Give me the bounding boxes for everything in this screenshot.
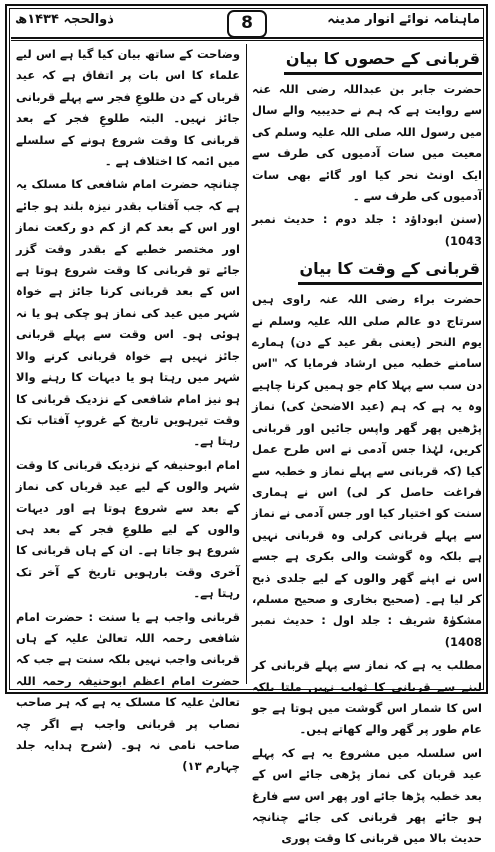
page-number: 8 — [227, 10, 267, 38]
section-heading-time: قربانی کے وقت کا بیان — [298, 256, 482, 285]
section-heading-shares: قربانی کے حصوں کا بیان — [284, 46, 482, 75]
issue-date: ذوالحجہ ۱۴۳۴ھ — [15, 12, 114, 27]
paragraph: قربانی واجب ہے یا سنت : حضرت امام شافعی رحمہ اللہ تعالیٰ علیہ کے ہاں قربانی واجب نہیں بلکہ سنت ہے جب کہ حضرت امام اعظم ابوحنیفہ رحمہ اللہ تعالیٰ علیہ کا مسلک یہ ہے کہ ہر صاحب نصاب پر قربانی واجب ہے اگر چہ صاحب نامی نہ ہو۔ (شرح ہدایہ جلد چہارم ۱۳) — [16, 609, 240, 774]
right-column — [252, 44, 482, 852]
paragraph: حضرت براء رضی اللہ عنہ راوی ہیں سرتاج دو عالم صلی اللہ علیہ وسلم نے یوم النحر (یعنی بقر عید کے دن) ہمارے سامنے خطبہ میں ارشاد فرمایا کہ "اس دن سب سے پہلا کام جو ہمیں کرنا چاہیے وہ یہ ہے کہ ہم (عید الاضحیٰ کی) نماز پڑھیں پھر گھر واپس جائیں اور قربانی کریں، لہٰذا جس آدمی نے اس طرح عمل کیا (کہ قربانی سے پہلے نماز و خطبہ سے فراغت حاصل کر لی) اس نے ہماری سنت کو اختیار کیا اور جس آدمی نے نماز سے پہلے قربانی کرلی وہ قربانی نہیں ہے بلکہ وہ گوشت والی بکری ہے جسے اس نے اپنے گھر والوں کے لیے جلدی ذبح کر لیا ہے۔ (صحیح بخاری و صحیح مسلم، مشکوٰۃ شریف : جلد اول : حدیث نمبر 1408) — [252, 292, 482, 649]
column-divider — [246, 44, 247, 684]
paragraph: مطلب یہ ہے کہ نماز سے پہلے قربانی کر لینے سے قربانی کا ثواب نہیں ملتا بلکہ اس کا شمار اس گوشت میں ہوتا ہے جو عام طور پر گھر والے کھاتے ہیں۔ — [252, 658, 482, 737]
left-column — [16, 44, 240, 780]
paragraph: امام ابوحنیفہ کے نزدیک قربانی کا وقت شہر والوں کے لیے عید قرباں کی نماز کے بعد سے شروع ہوتا ہے اور دیہات والوں کے لیے طلوعِ فجر کے بعد ہی شروع ہو جاتا ہے۔ ان کے ہاں قربانی کا آخری وقت بارہویں تاریخ کے آخر تک رہتا ہے۔ — [16, 457, 240, 601]
paragraph: وضاحت کے ساتھ بیان کیا گیا ہے اس لیے علماء کا اس بات پر اتفاق ہے کہ عید قرباں کے دن طلوعِ فجر سے پہلے قربانی جائز نہیں۔ البتہ طلوعِ فجر کے بعد قربانی کا وقت شروع ہونے کے سلسلے میں ائمہ کا اختلاف ہے ۔ — [16, 47, 240, 169]
header-rule-thin — [11, 40, 484, 41]
header-rule — [11, 37, 484, 39]
hadith-reference: (سنن ابوداؤد : جلد دوم : حدیث نمبر 1043) — [252, 212, 482, 248]
paragraph: حضرت جابر بن عبداللہ رضی اللہ عنہ سے روایت ہے کہ ہم نے حدیبیہ والے سال میں رسول اللہ صلی اللہ علیہ وسلم کی معیت میں سات آدمیوں کی طرف سے ایک اونٹ نحر کیا اور گائے بھی سات آدمیوں کی طرف سے ۔ — [252, 82, 482, 204]
paragraph: چنانچہ حضرت امام شافعی کا مسلک یہ ہے کہ جب آفتاب بقدر نیزہ بلند ہو جائے اور اس کے بعد کم از کم دو رکعت نماز اور مختصر خطبے کے بقدر وقت گزر جائے تو قربانی کا وقت شروع ہوتا ہے اس کے بعد قربانی کرنا جائز ہے خواہ شہر میں عید کی نماز ہو چکی ہو یا نہ ہوئی ہو۔ اس وقت سے پہلے قربانی جائز نہیں ہے خواہ قربانی کرنے والا شہر میں رہتا ہو یا دیہات کا رہنے والا ہو نیز امام شافعی کے نزدیک قربانی کا وقت تیرہویں تاریخ کے غروبِ آفتاب تک رہتا ہے۔ — [16, 177, 240, 449]
paragraph: اس سلسلہ میں مشروع یہ ہے کہ پہلے عید قربان کی نماز پڑھی جائے اس کے بعد خطبہ پڑھا جائے اور پھر اس سے فارغ ہو جائے پھر قربانی کی جائے چنانچہ حدیث بالا میں قربانی کا وقت پوری — [252, 745, 482, 846]
magazine-title: ماہنامہ نوائے انوار مدینہ — [327, 12, 480, 27]
page-header — [9, 8, 486, 40]
